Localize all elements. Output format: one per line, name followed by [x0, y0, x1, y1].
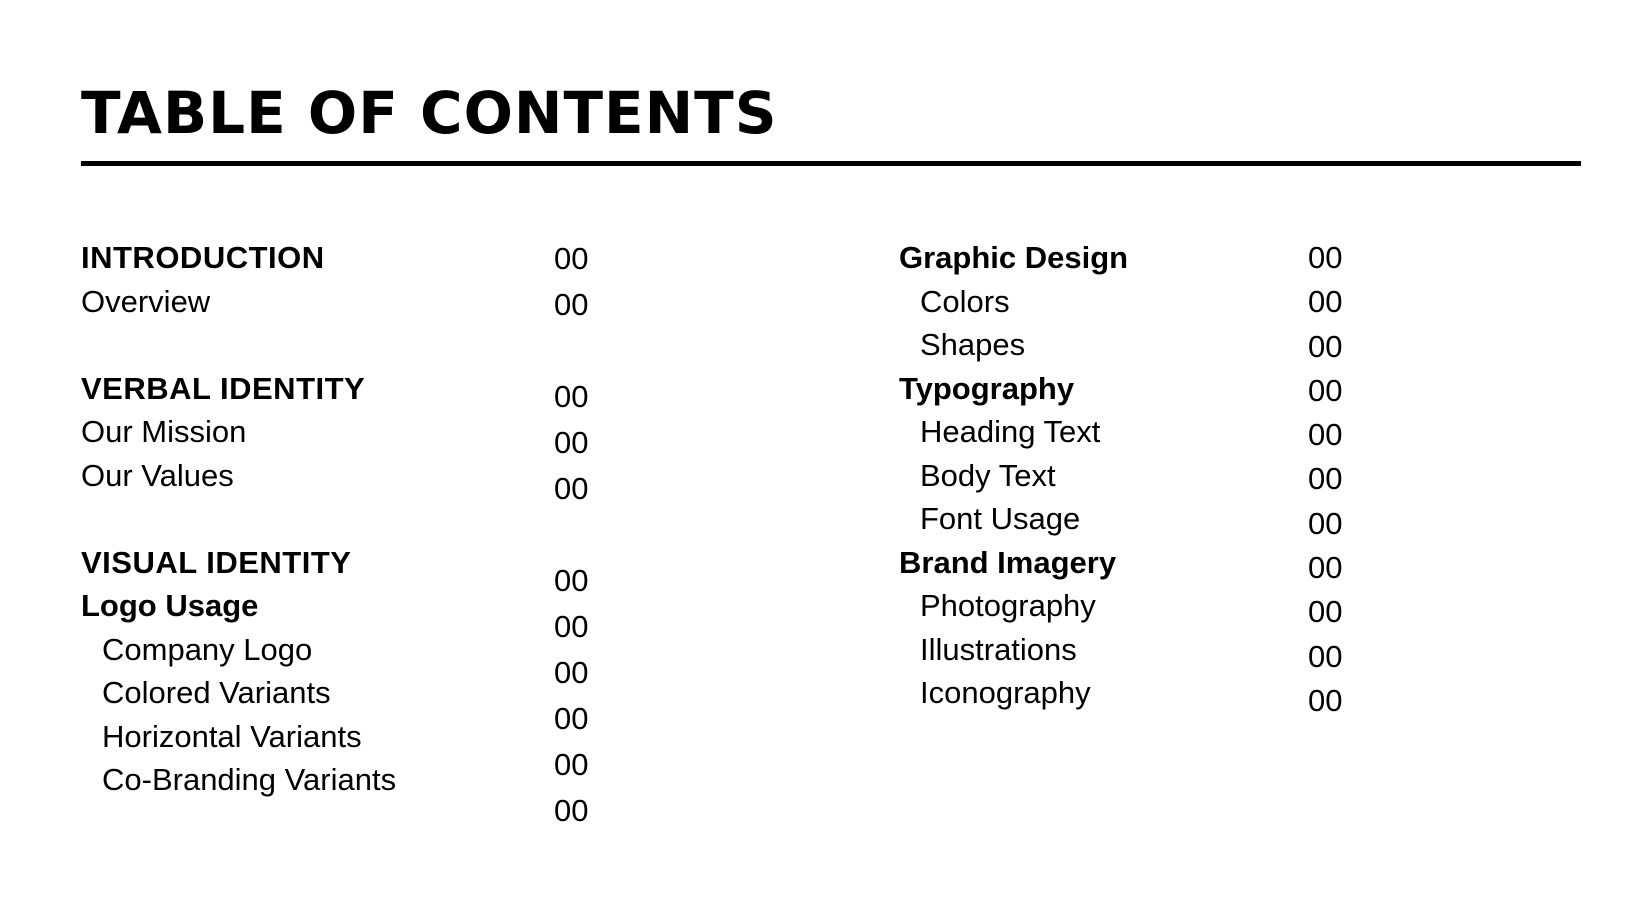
page-number: 00	[1308, 284, 1343, 320]
toc-item-overview[interactable]: Overview	[81, 283, 211, 319]
toc-right-labels	[899, 236, 1128, 715]
toc-section-verbal-identity[interactable]: VERBAL IDENTITY	[81, 370, 366, 406]
page-number: 00	[1308, 328, 1343, 364]
toc-item-horizontal-variants[interactable]: Horizontal Variants	[102, 718, 362, 754]
toc-item-colored-variants[interactable]: Colored Variants	[102, 675, 331, 710]
toc-gap	[81, 323, 396, 367]
page-number: 00	[1308, 240, 1343, 275]
page-number: 00	[554, 609, 589, 644]
toc-subsection-graphic-design[interactable]: Graphic Design	[899, 240, 1129, 275]
page-number-gap	[554, 512, 588, 558]
page-number: 00	[554, 379, 589, 414]
toc-subsection-brand-imagery[interactable]: Brand Imagery	[899, 544, 1117, 580]
toc-gap	[81, 497, 396, 541]
toc-left-page-numbers	[554, 236, 588, 834]
toc-item-heading-text[interactable]: Heading Text	[920, 414, 1101, 449]
page-number: 00	[1308, 461, 1343, 497]
toc-item-shapes[interactable]: Shapes	[920, 327, 1026, 362]
toc-item-our-mission[interactable]: Our Mission	[81, 414, 247, 449]
page-number: 00	[554, 747, 589, 782]
page-number: 00	[554, 425, 589, 460]
page-number: 00	[554, 241, 589, 276]
page-number: 00	[1308, 682, 1343, 718]
page-number: 00	[1308, 638, 1343, 674]
toc-item-body-text[interactable]: Body Text	[920, 457, 1056, 493]
page-number-gap	[554, 328, 588, 374]
page-number: 00	[554, 793, 589, 828]
page-number: 00	[554, 701, 589, 736]
toc-subsection-typography[interactable]: Typography	[899, 370, 1075, 406]
title-divider	[81, 161, 1581, 166]
page-number: 00	[554, 655, 589, 690]
page-number: 00	[1308, 505, 1343, 541]
toc-item-iconography[interactable]: Iconography	[920, 675, 1091, 710]
page-number: 00	[554, 471, 589, 506]
toc-section-visual-identity[interactable]: VISUAL IDENTITY	[81, 544, 352, 580]
toc-section-introduction[interactable]: INTRODUCTION	[81, 240, 325, 275]
toc-item-co-branding-variants[interactable]: Co-Branding Variants	[102, 762, 397, 797]
page-title: TABLE OF CONTENTS	[81, 79, 778, 147]
page-number: 00	[1308, 594, 1343, 630]
toc-subsection-logo-usage[interactable]: Logo Usage	[81, 588, 259, 623]
page-number: 00	[1308, 550, 1343, 586]
page-number: 00	[554, 563, 589, 598]
toc-left-labels	[81, 236, 396, 802]
page-number: 00	[554, 287, 589, 322]
toc-item-font-usage[interactable]: Font Usage	[920, 501, 1081, 536]
page-number: 00	[1308, 417, 1343, 453]
toc-right-page-numbers	[1308, 236, 1342, 723]
page-number: 00	[1308, 372, 1343, 408]
toc-item-illustrations[interactable]: Illustrations	[920, 631, 1077, 667]
toc-item-company-logo[interactable]: Company Logo	[102, 631, 313, 667]
toc-item-photography[interactable]: Photography	[920, 588, 1096, 623]
toc-item-colors[interactable]: Colors	[920, 283, 1010, 319]
toc-item-our-values[interactable]: Our Values	[81, 457, 234, 493]
